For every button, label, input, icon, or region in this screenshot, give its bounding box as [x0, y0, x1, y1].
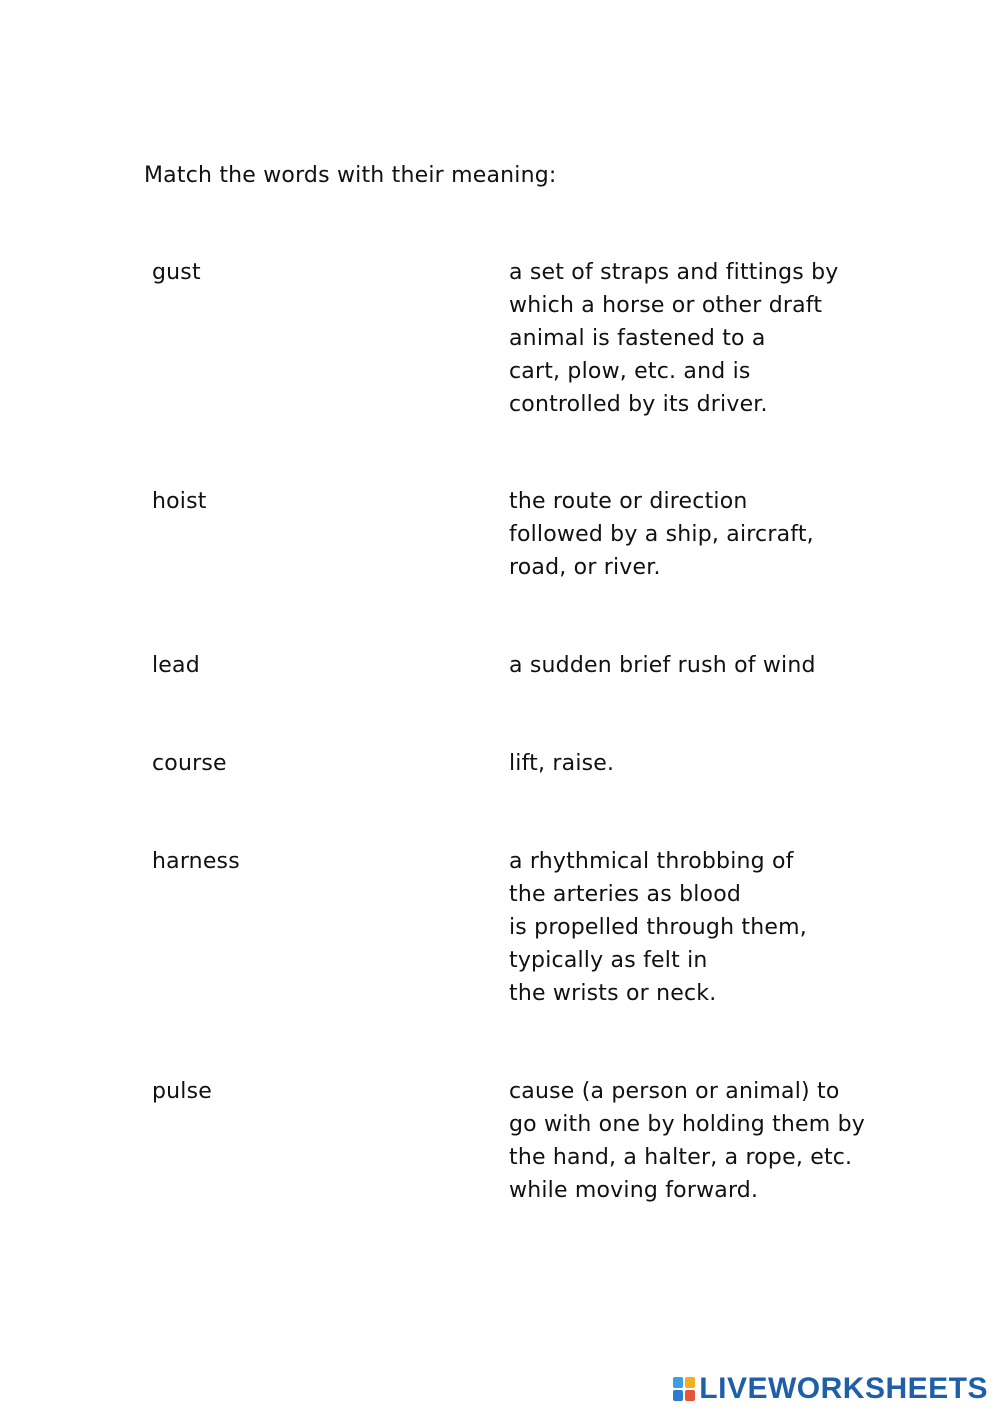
liveworksheets-logo-icon [673, 1377, 695, 1401]
meaning-line: which a horse or other draft [509, 293, 823, 318]
meaning-line: the hand, a halter, a rope, etc. [509, 1145, 853, 1170]
meaning-line: is propelled through them, [509, 915, 807, 940]
meaning-pulse-definition[interactable] [509, 845, 969, 1010]
meaning-line: road, or river. [509, 555, 661, 580]
meaning-hoist-definition[interactable] [509, 747, 969, 780]
meaning-line: controlled by its driver. [509, 392, 768, 417]
meaning-line: go with one by holding them by [509, 1112, 866, 1137]
logo-square-bl [673, 1390, 683, 1401]
word-harness[interactable]: harness [152, 849, 240, 874]
meaning-harness-definition[interactable] [509, 256, 969, 421]
meaning-lead-definition[interactable] [509, 1075, 969, 1207]
meaning-line: cart, plow, etc. and is [509, 359, 751, 384]
word-course[interactable]: course [152, 751, 227, 776]
meaning-line: the arteries as blood [509, 882, 742, 907]
meaning-line: lift, raise. [509, 751, 615, 776]
meaning-line: a rhythmical throbbing of [509, 849, 794, 874]
liveworksheets-brand [673, 1372, 988, 1406]
meaning-line: a sudden brief rush of wind [509, 653, 816, 678]
logo-square-br [685, 1390, 695, 1401]
meaning-line: cause (a person or animal) to [509, 1079, 840, 1104]
meaning-line: animal is fastened to a [509, 326, 766, 351]
meaning-line: the wrists or neck. [509, 981, 717, 1006]
word-lead[interactable]: lead [152, 653, 200, 678]
word-gust[interactable]: gust [152, 260, 201, 285]
meaning-line: followed by a ship, aircraft, [509, 522, 814, 547]
word-pulse[interactable]: pulse [152, 1079, 213, 1104]
brand-name: LIVEWORKSHEETS [699, 1372, 988, 1405]
word-hoist[interactable]: hoist [152, 489, 207, 514]
logo-square-tl [673, 1377, 683, 1388]
logo-square-tr [685, 1377, 695, 1388]
meaning-line: the route or direction [509, 489, 748, 514]
meaning-gust-definition[interactable] [509, 649, 969, 682]
meaning-line: while moving forward. [509, 1178, 759, 1203]
meaning-course-definition[interactable] [509, 485, 969, 584]
instruction-text: Match the words with their meaning: [144, 163, 557, 188]
meaning-line: a set of straps and fittings by [509, 260, 839, 285]
meaning-line: typically as felt in [509, 948, 708, 973]
